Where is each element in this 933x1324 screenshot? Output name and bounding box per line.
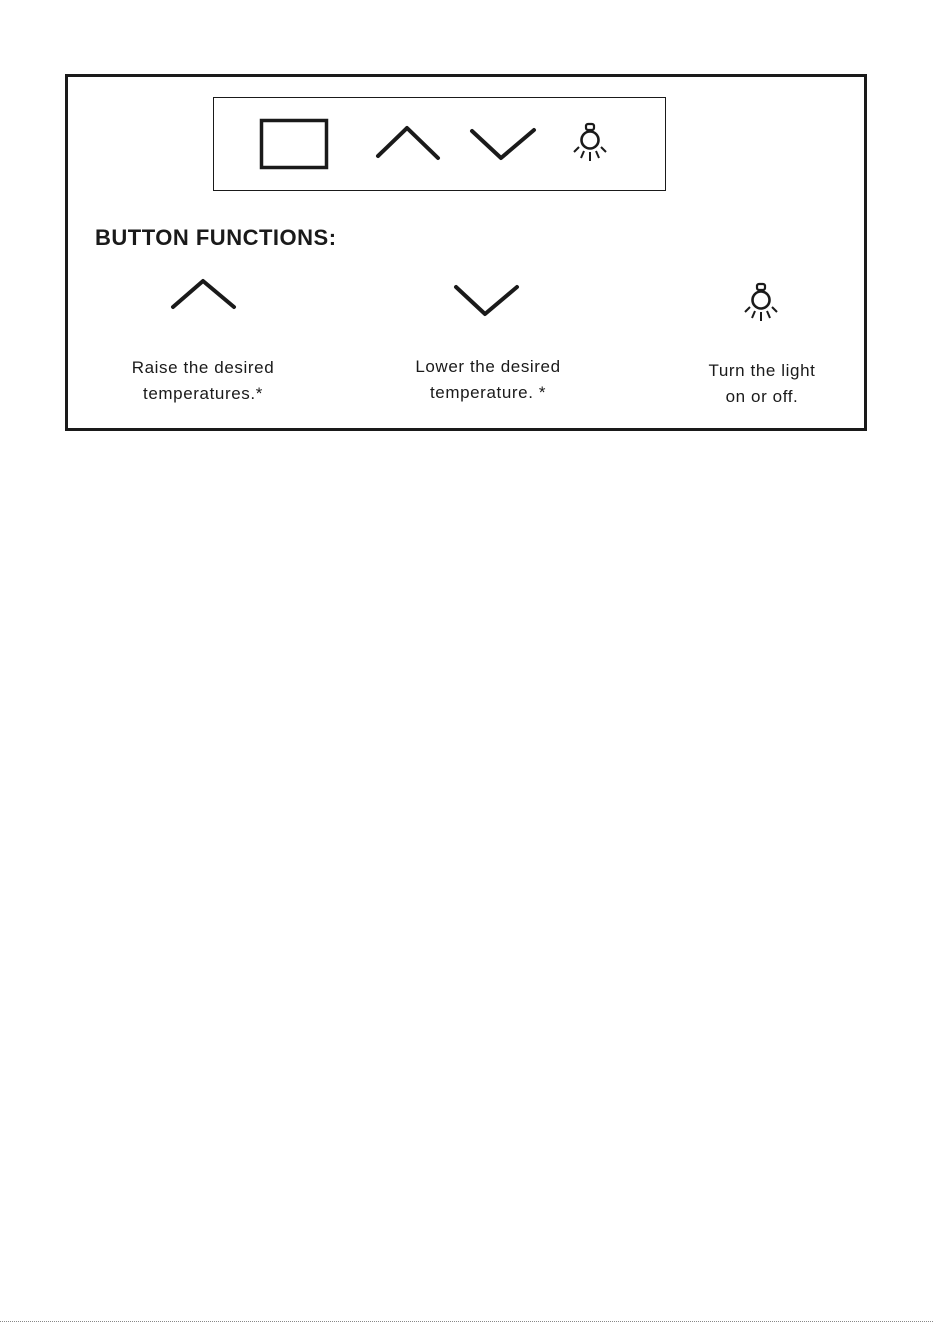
description-line: Turn the light xyxy=(708,361,816,380)
page-edge-rule xyxy=(0,1321,933,1322)
light-toggle-description xyxy=(672,358,852,410)
light-toggle-item xyxy=(743,282,779,324)
raise-temperature-description xyxy=(103,355,303,407)
display-square-icon xyxy=(260,119,328,169)
chevron-up-icon[interactable] xyxy=(376,125,440,161)
section-heading: BUTTON FUNCTIONS: xyxy=(95,225,337,250)
raise-temperature-item xyxy=(171,278,237,312)
description-line: Lower the desired xyxy=(415,357,561,376)
control-panel xyxy=(213,97,666,191)
description-line: Raise the desired xyxy=(131,358,275,377)
chevron-down-icon[interactable] xyxy=(470,127,536,161)
light-bulb-icon xyxy=(743,282,779,324)
description-line: temperature. * xyxy=(429,383,547,402)
description-line: temperatures.* xyxy=(143,384,263,403)
chevron-up-icon xyxy=(171,278,237,312)
lower-temperature-description xyxy=(388,354,588,406)
lower-temperature-item xyxy=(454,284,520,318)
light-bulb-icon[interactable] xyxy=(572,122,608,164)
chevron-down-icon xyxy=(454,284,520,318)
description-line: on or off. xyxy=(725,387,799,406)
